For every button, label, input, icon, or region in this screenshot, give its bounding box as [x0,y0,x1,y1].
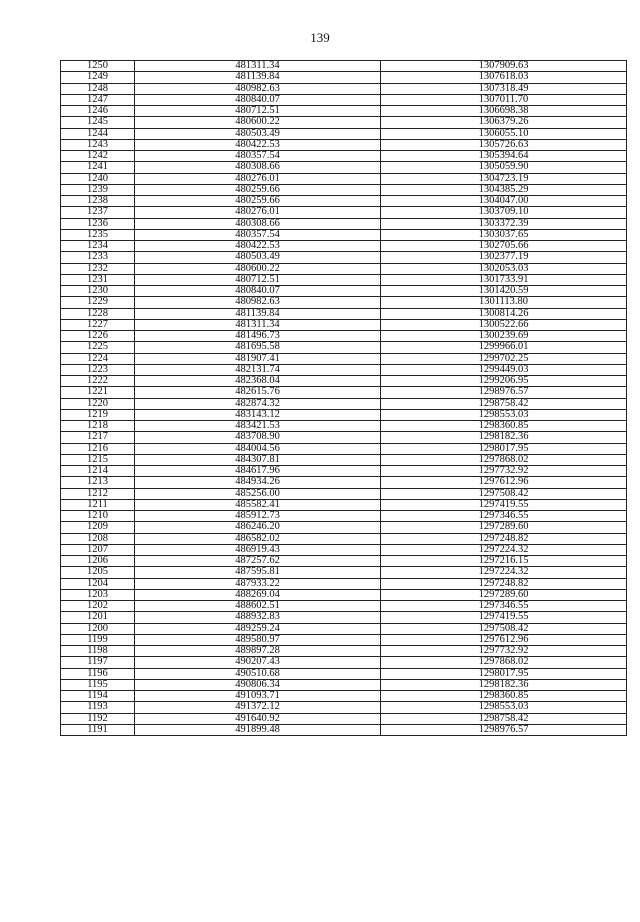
y-coordinate-cell: 1298976.57 [381,387,627,398]
point-number-cell: 1217 [61,432,135,443]
x-coordinate-cell: 491640.92 [135,713,381,724]
point-number-cell: 1247 [61,94,135,105]
x-coordinate-cell: 483421.53 [135,421,381,432]
table-row [61,353,627,364]
table-row [61,297,627,308]
y-coordinate-cell: 1298360.85 [381,691,627,702]
table-row [61,724,627,735]
table-row [61,128,627,139]
y-coordinate-cell: 1297224.32 [381,567,627,578]
point-number-cell: 1205 [61,567,135,578]
x-coordinate-cell: 481311.34 [135,319,381,330]
table-row [61,522,627,533]
table-row [61,544,627,555]
table-row [61,589,627,600]
point-number-cell: 1208 [61,533,135,544]
x-coordinate-cell: 487933.22 [135,578,381,589]
y-coordinate-cell: 1301113.80 [381,297,627,308]
x-coordinate-cell: 480259.66 [135,196,381,207]
x-coordinate-cell: 490806.34 [135,679,381,690]
point-number-cell: 1203 [61,589,135,600]
table-row [61,511,627,522]
y-coordinate-cell: 1306055.10 [381,128,627,139]
table-row [61,274,627,285]
y-coordinate-cell: 1298360.85 [381,421,627,432]
point-number-cell: 1249 [61,72,135,83]
x-coordinate-cell: 485912.73 [135,511,381,522]
table-row [61,376,627,387]
y-coordinate-cell: 1298758.42 [381,398,627,409]
table-row [61,94,627,105]
y-coordinate-cell: 1298017.95 [381,668,627,679]
coordinates-table-container [60,60,626,736]
point-number-cell: 1191 [61,724,135,735]
y-coordinate-cell: 1298553.03 [381,409,627,420]
table-row [61,398,627,409]
x-coordinate-cell: 480276.01 [135,207,381,218]
x-coordinate-cell: 480308.66 [135,218,381,229]
x-coordinate-cell: 486246.20 [135,522,381,533]
x-coordinate-cell: 483143.12 [135,409,381,420]
table-row [61,477,627,488]
x-coordinate-cell: 480357.54 [135,151,381,162]
point-number-cell: 1198 [61,646,135,657]
y-coordinate-cell: 1302377.19 [381,252,627,263]
table-row [61,634,627,645]
y-coordinate-cell: 1299702.25 [381,353,627,364]
x-coordinate-cell: 485582.41 [135,499,381,510]
x-coordinate-cell: 481139.84 [135,308,381,319]
point-number-cell: 1207 [61,544,135,555]
y-coordinate-cell: 1302705.66 [381,241,627,252]
table-row [61,432,627,443]
table-row [61,162,627,173]
y-coordinate-cell: 1304385.29 [381,184,627,195]
y-coordinate-cell: 1297508.42 [381,623,627,634]
table-row [61,702,627,713]
x-coordinate-cell: 480712.51 [135,106,381,117]
x-coordinate-cell: 480259.66 [135,184,381,195]
y-coordinate-cell: 1297868.02 [381,657,627,668]
table-row [61,229,627,240]
point-number-cell: 1236 [61,218,135,229]
y-coordinate-cell: 1303709.10 [381,207,627,218]
point-number-cell: 1221 [61,387,135,398]
x-coordinate-cell: 485256.00 [135,488,381,499]
y-coordinate-cell: 1298182.36 [381,432,627,443]
table-row [61,499,627,510]
point-number-cell: 1212 [61,488,135,499]
y-coordinate-cell: 1298553.03 [381,702,627,713]
point-number-cell: 1232 [61,263,135,274]
y-coordinate-cell: 1297248.82 [381,533,627,544]
table-row [61,601,627,612]
point-number-cell: 1225 [61,342,135,353]
y-coordinate-cell: 1301420.59 [381,286,627,297]
point-number-cell: 1206 [61,556,135,567]
x-coordinate-cell: 480357.54 [135,229,381,240]
point-number-cell: 1231 [61,274,135,285]
point-number-cell: 1195 [61,679,135,690]
y-coordinate-cell: 1306379.26 [381,117,627,128]
y-coordinate-cell: 1302053.03 [381,263,627,274]
x-coordinate-cell: 488932.83 [135,612,381,623]
x-coordinate-cell: 482874.32 [135,398,381,409]
point-number-cell: 1194 [61,691,135,702]
point-number-cell: 1237 [61,207,135,218]
y-coordinate-cell: 1298182.36 [381,679,627,690]
table-row [61,578,627,589]
point-number-cell: 1213 [61,477,135,488]
point-number-cell: 1222 [61,376,135,387]
point-number-cell: 1250 [61,61,135,72]
table-row [61,331,627,342]
x-coordinate-cell: 489259.24 [135,623,381,634]
y-coordinate-cell: 1298758.42 [381,713,627,724]
point-number-cell: 1235 [61,229,135,240]
table-row [61,421,627,432]
y-coordinate-cell: 1297224.32 [381,544,627,555]
x-coordinate-cell: 481139.84 [135,72,381,83]
x-coordinate-cell: 489897.28 [135,646,381,657]
table-row [61,308,627,319]
x-coordinate-cell: 484307.81 [135,454,381,465]
table-row [61,488,627,499]
y-coordinate-cell: 1297508.42 [381,488,627,499]
x-coordinate-cell: 480982.63 [135,83,381,94]
point-number-cell: 1210 [61,511,135,522]
point-number-cell: 1244 [61,128,135,139]
y-coordinate-cell: 1299966.01 [381,342,627,353]
x-coordinate-cell: 480600.22 [135,263,381,274]
x-coordinate-cell: 489580.97 [135,634,381,645]
x-coordinate-cell: 482131.74 [135,364,381,375]
page-number: 139 [310,30,330,45]
x-coordinate-cell: 491093.71 [135,691,381,702]
point-number-cell: 1234 [61,241,135,252]
y-coordinate-cell: 1307011.70 [381,94,627,105]
table-row [61,454,627,465]
table-row [61,443,627,454]
x-coordinate-cell: 480982.63 [135,297,381,308]
y-coordinate-cell: 1297732.92 [381,646,627,657]
x-coordinate-cell: 482615.76 [135,387,381,398]
y-coordinate-cell: 1297612.96 [381,477,627,488]
point-number-cell: 1214 [61,466,135,477]
table-row [61,184,627,195]
y-coordinate-cell: 1307318.49 [381,83,627,94]
y-coordinate-cell: 1297248.82 [381,578,627,589]
point-number-cell: 1215 [61,454,135,465]
y-coordinate-cell: 1297419.55 [381,499,627,510]
y-coordinate-cell: 1297346.55 [381,511,627,522]
x-coordinate-cell: 487257.62 [135,556,381,567]
x-coordinate-cell: 483708.90 [135,432,381,443]
x-coordinate-cell: 480503.49 [135,128,381,139]
y-coordinate-cell: 1303372.39 [381,218,627,229]
x-coordinate-cell: 481311.34 [135,61,381,72]
x-coordinate-cell: 488602.51 [135,601,381,612]
y-coordinate-cell: 1304723.19 [381,173,627,184]
point-number-cell: 1219 [61,409,135,420]
point-number-cell: 1224 [61,353,135,364]
point-number-cell: 1200 [61,623,135,634]
y-coordinate-cell: 1297216.15 [381,556,627,567]
y-coordinate-cell: 1307909.63 [381,61,627,72]
y-coordinate-cell: 1300239.69 [381,331,627,342]
x-coordinate-cell: 480712.51 [135,274,381,285]
x-coordinate-cell: 487595.81 [135,567,381,578]
point-number-cell: 1216 [61,443,135,454]
y-coordinate-cell: 1305394.64 [381,151,627,162]
y-coordinate-cell: 1299449.03 [381,364,627,375]
table-row [61,106,627,117]
y-coordinate-cell: 1306698.38 [381,106,627,117]
point-number-cell: 1197 [61,657,135,668]
point-number-cell: 1201 [61,612,135,623]
table-row [61,173,627,184]
table-row [61,679,627,690]
point-number-cell: 1245 [61,117,135,128]
y-coordinate-cell: 1300522.66 [381,319,627,330]
table-row [61,466,627,477]
point-number-cell: 1238 [61,196,135,207]
point-number-cell: 1220 [61,398,135,409]
x-coordinate-cell: 481496.73 [135,331,381,342]
point-number-cell: 1241 [61,162,135,173]
table-row [61,241,627,252]
y-coordinate-cell: 1297419.55 [381,612,627,623]
y-coordinate-cell: 1299206.95 [381,376,627,387]
y-coordinate-cell: 1301733.91 [381,274,627,285]
table-row [61,151,627,162]
table-row [61,668,627,679]
x-coordinate-cell: 488269.04 [135,589,381,600]
point-number-cell: 1242 [61,151,135,162]
x-coordinate-cell: 480422.53 [135,241,381,252]
point-number-cell: 1229 [61,297,135,308]
point-number-cell: 1209 [61,522,135,533]
table-row [61,83,627,94]
y-coordinate-cell: 1297612.96 [381,634,627,645]
y-coordinate-cell: 1297868.02 [381,454,627,465]
table-row [61,286,627,297]
table-row [61,612,627,623]
table-row [61,252,627,263]
table-row [61,319,627,330]
point-number-cell: 1192 [61,713,135,724]
y-coordinate-cell: 1304047.00 [381,196,627,207]
x-coordinate-cell: 480308.66 [135,162,381,173]
x-coordinate-cell: 491899.48 [135,724,381,735]
point-number-cell: 1223 [61,364,135,375]
x-coordinate-cell: 480840.07 [135,94,381,105]
x-coordinate-cell: 480503.49 [135,252,381,263]
x-coordinate-cell: 484934.26 [135,477,381,488]
x-coordinate-cell: 480600.22 [135,117,381,128]
table-row [61,387,627,398]
point-number-cell: 1211 [61,499,135,510]
table-row [61,364,627,375]
y-coordinate-cell: 1303037.65 [381,229,627,240]
table-row [61,657,627,668]
point-number-cell: 1240 [61,173,135,184]
y-coordinate-cell: 1305059.90 [381,162,627,173]
point-number-cell: 1218 [61,421,135,432]
point-number-cell: 1199 [61,634,135,645]
table-row [61,623,627,634]
point-number-cell: 1248 [61,83,135,94]
coordinates-table [60,60,627,736]
table-row [61,196,627,207]
point-number-cell: 1196 [61,668,135,679]
table-row [61,117,627,128]
x-coordinate-cell: 480422.53 [135,139,381,150]
point-number-cell: 1233 [61,252,135,263]
table-row [61,61,627,72]
x-coordinate-cell: 491372.12 [135,702,381,713]
x-coordinate-cell: 484617.96 [135,466,381,477]
table-row [61,72,627,83]
point-number-cell: 1204 [61,578,135,589]
x-coordinate-cell: 481907.41 [135,353,381,364]
x-coordinate-cell: 486919.43 [135,544,381,555]
table-row [61,263,627,274]
table-row [61,691,627,702]
point-number-cell: 1230 [61,286,135,297]
y-coordinate-cell: 1297289.60 [381,589,627,600]
y-coordinate-cell: 1297289.60 [381,522,627,533]
y-coordinate-cell: 1305726.63 [381,139,627,150]
y-coordinate-cell: 1297732.92 [381,466,627,477]
point-number-cell: 1226 [61,331,135,342]
point-number-cell: 1246 [61,106,135,117]
table-row [61,342,627,353]
table-row [61,139,627,150]
table-row [61,207,627,218]
table-row [61,218,627,229]
table-row [61,556,627,567]
x-coordinate-cell: 480840.07 [135,286,381,297]
table-row [61,713,627,724]
y-coordinate-cell: 1298976.57 [381,724,627,735]
y-coordinate-cell: 1307618.03 [381,72,627,83]
x-coordinate-cell: 490207.43 [135,657,381,668]
point-number-cell: 1228 [61,308,135,319]
point-number-cell: 1202 [61,601,135,612]
y-coordinate-cell: 1300814.26 [381,308,627,319]
table-row [61,567,627,578]
point-number-cell: 1227 [61,319,135,330]
point-number-cell: 1243 [61,139,135,150]
x-coordinate-cell: 482368.04 [135,376,381,387]
x-coordinate-cell: 481695.58 [135,342,381,353]
table-row [61,409,627,420]
point-number-cell: 1193 [61,702,135,713]
x-coordinate-cell: 484004.56 [135,443,381,454]
y-coordinate-cell: 1297346.55 [381,601,627,612]
coordinates-table-body [61,61,627,736]
x-coordinate-cell: 480276.01 [135,173,381,184]
table-row [61,646,627,657]
x-coordinate-cell: 486582.02 [135,533,381,544]
x-coordinate-cell: 490510.68 [135,668,381,679]
point-number-cell: 1239 [61,184,135,195]
y-coordinate-cell: 1298017.95 [381,443,627,454]
table-row [61,533,627,544]
